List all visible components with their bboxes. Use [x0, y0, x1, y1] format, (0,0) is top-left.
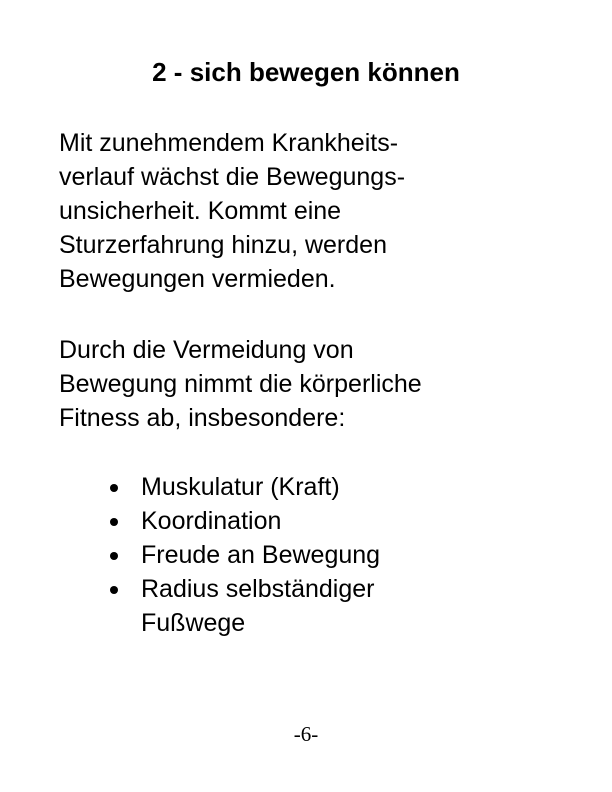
paragraph-1-line-4: Sturzerfahrung hinzu, werden: [59, 231, 387, 259]
bullet-list: [107, 470, 380, 640]
paragraph-2: [59, 333, 579, 435]
bullet-dot-icon: [110, 484, 118, 492]
paragraph-1: [59, 126, 579, 296]
list-item: [107, 470, 380, 504]
list-item: [107, 572, 380, 640]
list-item-text: Radius selbständiger: [141, 575, 375, 603]
paragraph-1-line-5: Bewegungen vermieden.: [59, 265, 336, 293]
list-item-text: Muskulatur (Kraft): [141, 473, 340, 501]
paragraph-2-line-1: Durch die Vermeidung von: [59, 336, 354, 364]
list-item-text-continued: Fußwege: [141, 609, 246, 637]
list-item-text: Freude an Bewegung: [141, 541, 381, 569]
bullet-dot-icon: [110, 586, 118, 594]
list-item: [107, 538, 380, 572]
list-item-text: Koordination: [141, 507, 282, 535]
paragraph-2-line-3: Fitness ab, insbesondere:: [59, 404, 346, 432]
paragraph-1-line-3: unsicherheit. Kommt eine: [59, 197, 342, 225]
page-number: -6-: [293, 722, 319, 746]
list-item: [107, 504, 380, 538]
bullet-dot-icon: [110, 518, 118, 526]
paragraph-2-line-2: Bewegung nimmt die körperliche: [59, 370, 422, 398]
page-title: 2 - sich bewegen können: [152, 57, 460, 87]
paragraph-1-line-2: verlauf wächst die Bewegungs-: [59, 163, 406, 191]
bullet-dot-icon: [110, 552, 118, 560]
paragraph-1-line-1: Mit zunehmendem Krankheits-: [59, 129, 399, 157]
